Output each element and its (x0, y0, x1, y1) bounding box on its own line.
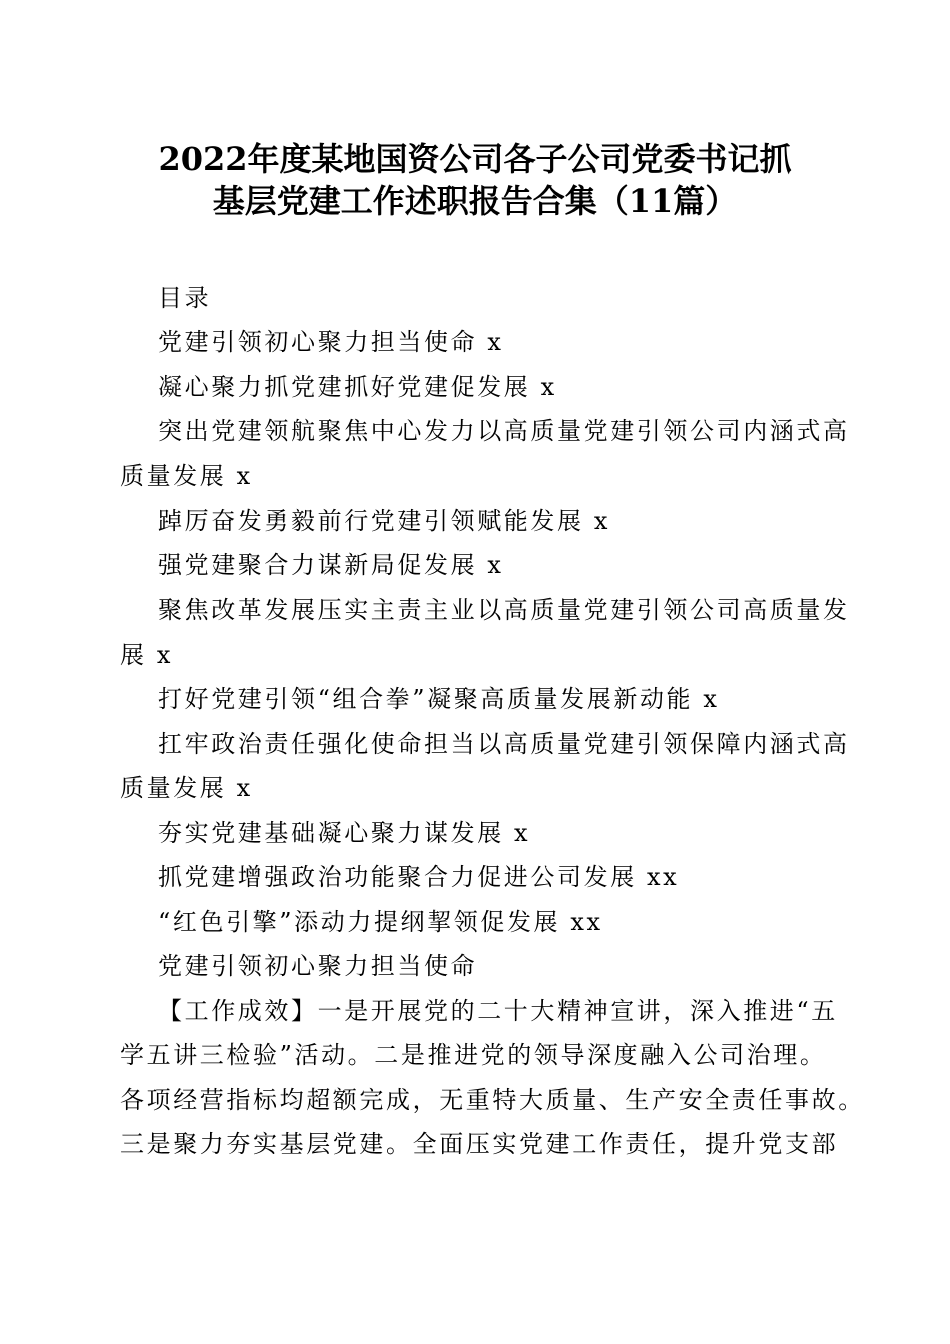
toc-item: 夯实党建基础凝心聚力谋发展 x (158, 819, 531, 847)
toc-item: 凝心聚力抓党建抓好党建促发展 x (158, 373, 557, 401)
toc-item: 扛牢政治责任强化使命担当以高质量党建引领保障内涵式高 (158, 730, 850, 758)
toc-heading: 目录 (158, 284, 212, 312)
toc-item: 突出党建领航聚焦中心发力以高质量党建引领公司内涵式高 (158, 417, 850, 445)
section-heading: 党建引领初心聚力担当使命 (158, 952, 478, 980)
body-paragraph-line: 学五讲三检验”活动。二是推进党的领导深度融入公司治理。 (120, 1041, 827, 1069)
toc-item: 党建引领初心聚力担当使命 x (158, 328, 504, 356)
toc-item: 打好党建引领“组合拳”凝聚高质量发展新动能 x (158, 685, 720, 713)
toc-item: 强党建聚合力谋新局促发展 x (158, 551, 504, 579)
document-title-line-2: 基层党建工作述职报告合集（11篇） (212, 182, 738, 220)
body-paragraph-line: 三是聚力夯实基层党建。全面压实党建工作责任，提升党支部 (120, 1130, 839, 1158)
toc-item-continuation: 质量发展 x (120, 462, 253, 490)
body-paragraph-line: 各项经营指标均超额完成，无重特大质量、生产安全责任事故。 (120, 1086, 865, 1114)
toc-item: 抓党建增强政治功能聚合力促进公司发展 xx (158, 863, 680, 891)
toc-item-continuation: 展 x (120, 641, 173, 669)
document-title-line-1: 2022年度某地国资公司各子公司党委书记抓 (158, 140, 792, 178)
toc-item: 聚焦改革发展压实主责主业以高质量党建引领公司高质量发 (158, 596, 850, 624)
toc-item: 踔厉奋发勇毅前行党建引领赋能发展 x (158, 507, 610, 535)
body-paragraph-line: 【工作成效】一是开展党的二十大精神宣讲，深入推进“五 (158, 997, 838, 1025)
toc-item: “红色引擎”添动力提纲挈领促发展 xx (158, 908, 603, 936)
toc-item-continuation: 质量发展 x (120, 774, 253, 802)
